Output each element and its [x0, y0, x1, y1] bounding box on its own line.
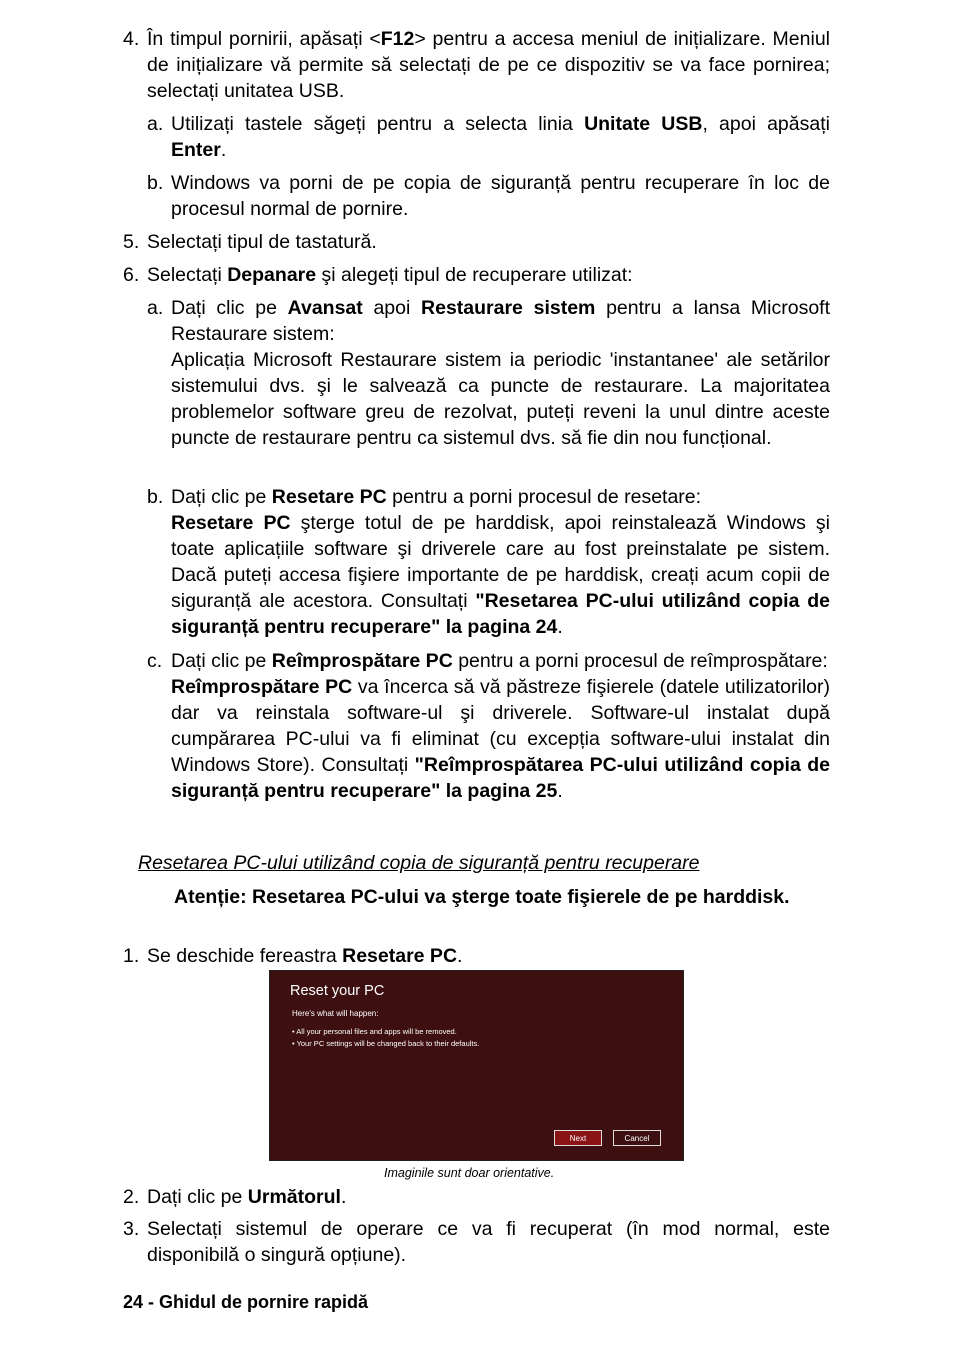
step-1-text: Se deschide fereastra Resetare PC.: [147, 945, 463, 967]
item-4b-text: Windows va porni de pe copia de siguranță pentru recuperare în loc de procesul normal de pornire.: [171, 172, 830, 220]
dialog-title: Reset your PC: [290, 983, 385, 999]
item-6a-description: Aplicația Microsoft Restaurare sistem ia periodic 'instantanee' ale setărilor sistemului dvs. şi le salvează ca puncte de restaurare. La majoritatea problemelor software greu de rezolvat, puteți reveni la unul dintre aceste puncte de restaurare pentru ca sistemul dvs. să fie din nou funcțional.: [171, 349, 830, 449]
item-number: 4.: [123, 28, 140, 50]
step-number: 2.: [123, 1186, 140, 1208]
dialog-bullet: • Your PC settings will be changed back to their defaults.: [292, 1039, 480, 1048]
item-6a-text: Dați clic pe Avansat apoi Restaurare sistem pentru a lansa Microsoft Restaurare sistem: Aplicația Microsoft Restaurare sistem ia periodic 'instantanee' ale setărilor sistemului dvs. şi le salvează ca puncte de restaurare. La majoritatea problemelor software greu de rezolvat, puteți reveni la unul dintre aceste puncte de restaurare pentru ca sistemul dvs. să fie din nou funcțional.: [171, 297, 830, 449]
item-6-text: Selectați Depanare şi alegeți tipul de recuperare utilizat:: [147, 264, 633, 286]
item-5-text: Selectați tipul de tastatură.: [147, 231, 377, 253]
item-6b-text: Dați clic pe Resetare PC pentru a porni procesul de resetare: Resetare PC şterge totul de pe harddisk, apoi reinstalează Windows şi toate aplicațiile software şi driverele care au fost preinstalate pe sistem. Dacă puteți accesa fişiere importante de pe harddisk, creați acum copii de siguranță ale acestora. Consultați "Resetarea PC-ului utilizând copia de siguranță pentru recuperare" la pagina 24.: [171, 486, 830, 638]
subitem-letter: a.: [147, 297, 164, 319]
step-3-text: Selectați sistemul de operare ce va fi recuperat (în mod normal, este disponibilă o singură opțiune).: [147, 1218, 830, 1266]
item-4a-text: Utilizați tastele săgeți pentru a selecta linia Unitate USB, apoi apăsați Enter.: [171, 113, 830, 161]
reset-pc-screenshot: [269, 970, 684, 1161]
warning-note: Atenție: Resetarea PC-ului va şterge toate fişierele de pe harddisk.: [174, 886, 790, 908]
cancel-button: Cancel: [613, 1130, 661, 1146]
dialog-bullet: • All your personal files and apps will be removed.: [292, 1027, 457, 1036]
subitem-letter: b.: [147, 172, 164, 194]
item-6b-description: Resetare PC şterge totul de pe harddisk, apoi reinstalează Windows şi toate aplicațiile software şi driverele care au fost preinstalate pe sistem. Dacă puteți accesa fişiere importante de pe harddisk, creați acum copii de siguranță ale acestora. Consultați "Resetarea PC-ului utilizând copia de siguranță pentru recuperare" la pagina 24.: [171, 512, 830, 638]
cross-reference: "Reîmprospătarea PC-ului utilizând copia de siguranță pentru recuperare" la pagina 25: [171, 754, 831, 802]
subitem-letter: c.: [147, 650, 163, 672]
item-number: 5.: [123, 231, 140, 253]
section-heading: Resetarea PC-ului utilizând copia de siguranță pentru recuperare: [138, 852, 700, 874]
item-number: 6.: [123, 264, 140, 286]
subitem-letter: b.: [147, 486, 164, 508]
image-caption: Imaginile sunt doar orientative.: [384, 1166, 555, 1180]
dialog-subtitle: Here's what will happen:: [292, 1009, 379, 1018]
step-number: 3.: [123, 1218, 140, 1240]
step-number: 1.: [123, 945, 140, 967]
item-6c-text: Dați clic pe Reîmprospătare PC pentru a porni procesul de reîmprospătare: Reîmprospătare PC va încerca să vă păstreze fişierele (datele utilizatorilor) dar va reinstala software-ul şi driverele. Software-ul instalat după cumpărarea PC-ului va fi eliminat (cu excepția software-ului instalat din Windows Store). Consultați "Reîmprospătarea PC-ului utilizând copia de siguranță pentru recuperare" la pagina 25.: [171, 650, 831, 802]
next-button: Next: [554, 1130, 602, 1146]
item-6c-description: Reîmprospătare PC va încerca să vă păstreze fişierele (datele utilizatorilor) dar va reinstala software-ul şi driverele. Software-ul instalat după cumpărarea PC-ului va fi eliminat (cu excepția software-ului instalat din Windows Store). Consultați "Reîmprospătarea PC-ului utilizând copia de siguranță pentru recuperare" la pagina 25.: [171, 676, 831, 802]
cross-reference: "Resetarea PC-ului utilizând copia de siguranță pentru recuperare" la pagina 24: [171, 590, 830, 638]
subitem-letter: a.: [147, 113, 164, 135]
step-2-text: Dați clic pe Următorul.: [147, 1186, 347, 1208]
item-4-text: În timpul pornirii, apăsați <F12> pentru a accesa meniul de inițializare. Meniul de inițializare vă permite să selectați de pe ce dispozitiv se va face pornirea; selectați unitatea USB.: [147, 28, 830, 102]
page-footer: 24 - Ghidul de pornire rapidă: [123, 1292, 369, 1312]
